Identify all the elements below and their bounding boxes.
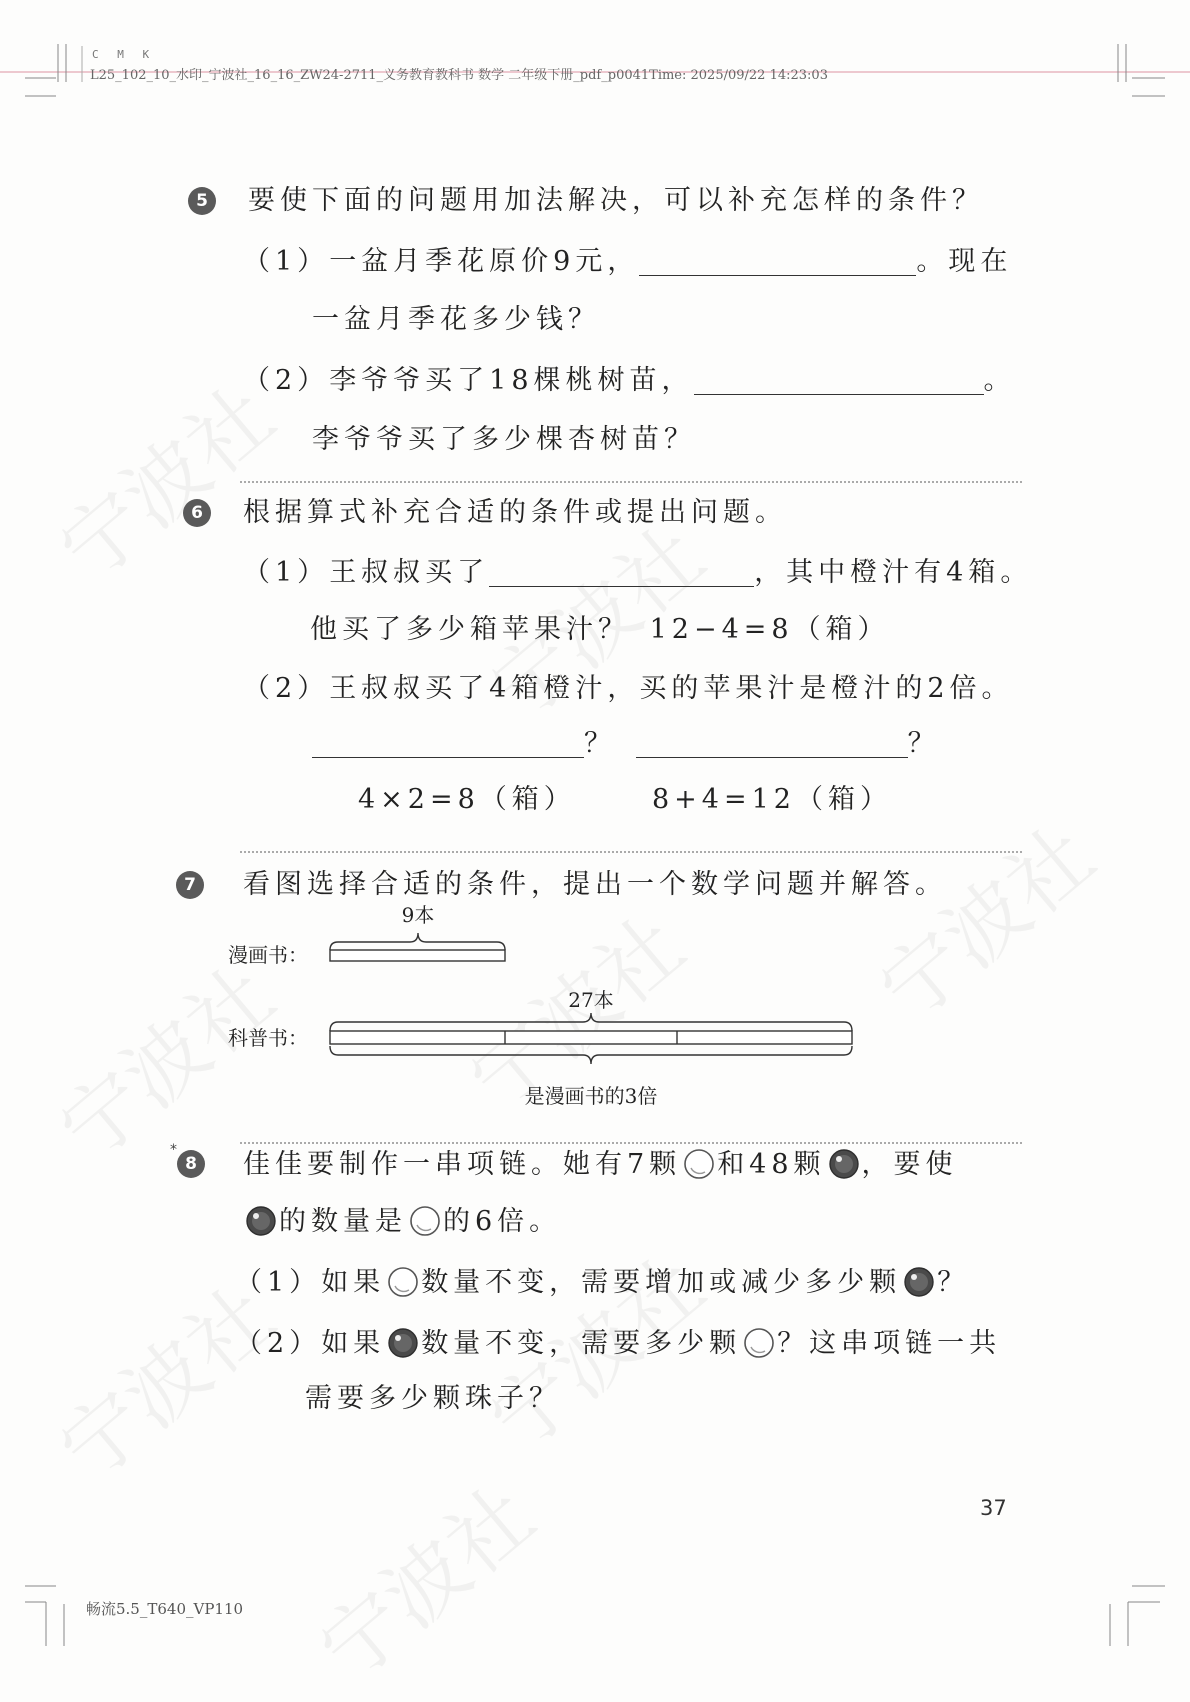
answer-blank [489, 556, 754, 587]
optional-star: * [170, 1142, 177, 1158]
item-text: 。 [983, 365, 1016, 396]
question-6-item-1 [243, 553, 1032, 593]
item-text: 和48颗 [717, 1149, 826, 1180]
item-text: ，要使 [861, 1149, 958, 1180]
white-bead-icon [682, 1147, 716, 1181]
question-6-item-2 [243, 669, 1014, 709]
answer-blank [312, 727, 584, 758]
question-mark: ？ [907, 728, 940, 759]
section-divider [240, 481, 1022, 483]
question-5-title: 要使下面的问题用加法解决，可以补充怎样的条件？ [248, 185, 984, 216]
watermark [291, 1455, 555, 1702]
question-5-item-2 [243, 361, 1016, 401]
comic-top-brace [330, 933, 505, 950]
item-text: ，其中橙汁有4箱。 [754, 557, 1033, 588]
item-label: （2） [243, 365, 330, 396]
question-8-item-1 [235, 1263, 969, 1303]
comic-amount-label: 9本 [401, 903, 435, 927]
item-text: 一盆月季花原价9元， [329, 246, 640, 277]
equation: 12−4=8（箱） [649, 614, 890, 645]
item-text: 他买了多少箱苹果汁？ [310, 614, 630, 645]
item-text: ？这串项链一共 [777, 1328, 1002, 1359]
dark-bead-icon [244, 1204, 278, 1238]
dark-bead-icon [902, 1265, 936, 1299]
answer-blank [636, 727, 908, 758]
question-6-equation-1: 4×2=8（箱） [358, 784, 576, 815]
science-bar [330, 1031, 852, 1044]
white-bead-icon [408, 1204, 442, 1238]
answer-blank [694, 364, 984, 395]
item-text: 李爷爷买了18棵桃树苗， [329, 365, 694, 396]
question-8-badge: 8 [177, 1150, 205, 1178]
comic-books-label: 漫画书： [228, 943, 308, 967]
question-mark: ？ [584, 728, 616, 759]
question-7-title: 看图选择合适的条件，提出一个数学问题并解答。 [243, 869, 947, 900]
print-footer: 畅流5.5_T640_VP110 [86, 1600, 244, 1618]
item-text: 的数量是 [279, 1206, 407, 1237]
question-5-badge: 5 [188, 187, 216, 215]
section-divider [240, 1142, 1022, 1144]
science-bottom-brace [330, 1046, 852, 1064]
item-text: 数量不变，需要增加或减少多少颗 [421, 1267, 902, 1298]
item-text: 如果 [321, 1328, 386, 1359]
question-6-item-1-continued [310, 610, 890, 650]
section-divider [240, 851, 1022, 853]
watermark [441, 885, 705, 1133]
item-label: （2） [243, 673, 330, 704]
science-top-brace [330, 1013, 852, 1031]
question-8-line-2 [243, 1202, 561, 1242]
question-5-item-1-continued: 一盆月季花多少钱？ [312, 304, 600, 335]
question-8-item-2-continued: 需要多少颗珠子？ [305, 1383, 561, 1414]
item-text: 如果 [321, 1267, 386, 1298]
relation-label: 是漫画书的3倍 [524, 1084, 658, 1108]
item-label: （2） [235, 1328, 322, 1359]
question-7-badge: 7 [176, 871, 204, 899]
science-books-label: 科普书： [228, 1026, 308, 1050]
question-6-title: 根据算式补充合适的条件或提出问题。 [243, 497, 787, 528]
comic-bar [330, 950, 505, 961]
item-label: （1） [243, 246, 330, 277]
question-6-item-2-blanks [312, 724, 940, 764]
item-text: 数量不变，需要多少颗 [421, 1328, 742, 1359]
question-8-item-2 [235, 1324, 1001, 1364]
dark-bead-icon [386, 1326, 420, 1360]
question-6-equation-2: 8+4=12（箱） [652, 784, 892, 815]
item-text: 。现在 [916, 246, 1013, 277]
item-text: 王叔叔买了 [329, 557, 490, 588]
question-6-badge: 6 [183, 499, 211, 527]
item-text: 佳佳要制作一串项链。她有7颗 [243, 1149, 682, 1180]
white-bead-icon [742, 1326, 776, 1360]
item-label: （1） [235, 1267, 322, 1298]
question-8-line-1 [243, 1145, 958, 1185]
item-text: 的6倍。 [443, 1206, 562, 1237]
science-amount-label: 27本 [568, 988, 614, 1012]
white-bead-icon [386, 1265, 420, 1299]
print-info-line: L25_102_10_水印_宁波社_16_16_ZW24-2711_义务教育教科书 数学 二年级下册_pdf_p0041Time: 2025/09/22 14:23:03 [90, 68, 828, 83]
answer-blank [639, 245, 916, 276]
dark-bead-icon [827, 1147, 861, 1181]
watermark [851, 795, 1115, 1043]
print-color-marks: C M K [92, 48, 156, 61]
page-number: 37 [980, 1496, 1007, 1520]
item-label: （1） [243, 557, 330, 588]
question-5-item-2-continued: 李爷爷买了多少棵杏树苗？ [312, 424, 696, 455]
question-5-item-1 [243, 242, 1012, 282]
item-text: 王叔叔买了4箱橙汁，买的苹果汁是橙汁的2倍。 [329, 673, 1014, 704]
item-text: ？ [937, 1267, 970, 1298]
